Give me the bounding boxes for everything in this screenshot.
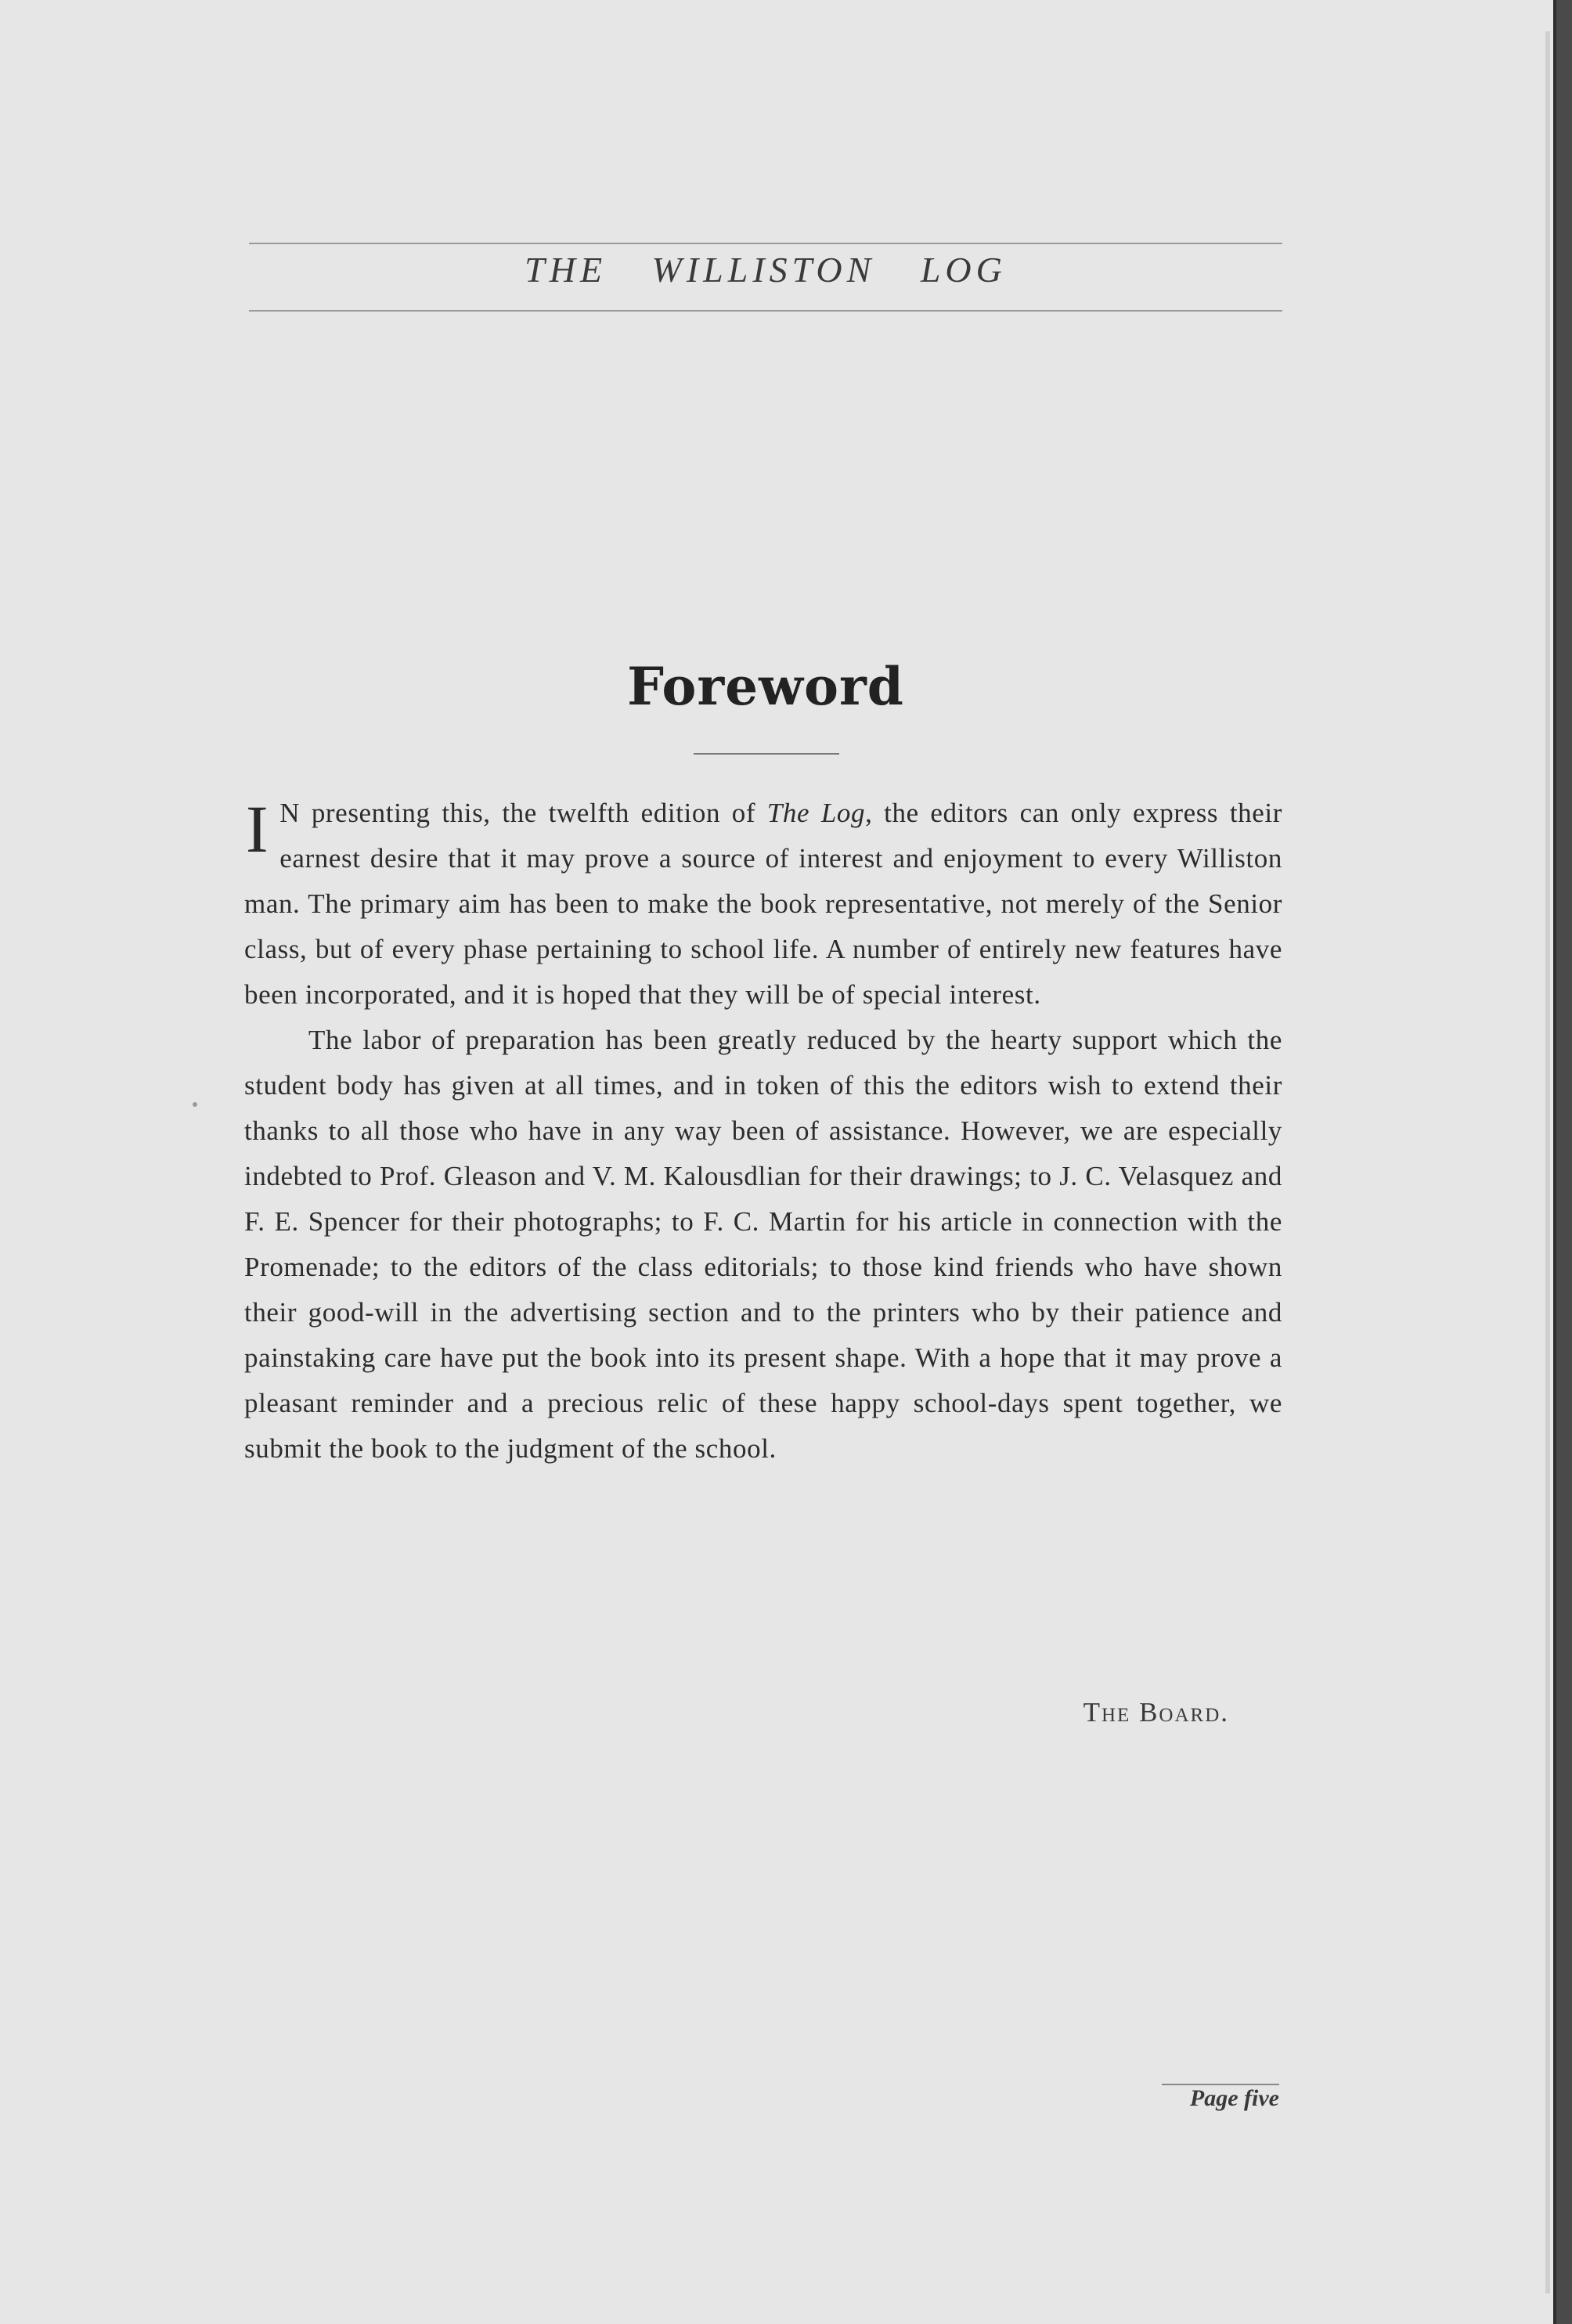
title-rule xyxy=(694,753,839,755)
header-rule-top xyxy=(249,243,1282,244)
drop-cap: I xyxy=(246,791,269,867)
page-title: Foreword xyxy=(627,656,904,717)
page-edge xyxy=(1545,31,1550,2293)
signature: The Board. xyxy=(1083,1697,1229,1728)
foreword-body xyxy=(244,791,1282,1472)
foreword-paragraph-1 xyxy=(244,791,1282,1018)
paragraph-1-text-a: N presenting this, the twelfth edition of xyxy=(279,798,767,828)
paper-speck xyxy=(193,1102,197,1107)
foreword-paragraph-2: The labor of preparation has been greatly reduced by the hearty support which the student body has given at all times, and in token of this the editors wish to extend their thanks to all those who have in any way been of assistance. However, we are especially indebted to Prof. Gleason and V. M. Kalousdlian for their drawings; to J. C. Velasquez and F. E. Spencer for their photographs; to F. C. Martin for his article in connection with the Promenade; to the editors of the class editorials; to those kind friends who have shown their good-will in the advertising section and to the printers who by their patience and painstaking care have put the book into its present shape. With a hope that it may prove a pleasant reminder and a precious relic of these happy school-days spent together, we submit the book to the judgment of the school. xyxy=(244,1025,1282,1464)
running-head: THE WILLISTON LOG xyxy=(525,250,1007,290)
paragraph-1-text-b: , the editors can only express their earnest desire that it may prove a source of interest and enjoyment to every Williston man. The primary aim has been to make the book representative, not merely of the Senior class, but of every phase pertaining to school life. A number of entirely new features have been incorporated, and it is hoped that they will be of special interest. xyxy=(244,798,1282,1010)
publication-title: The Log xyxy=(766,798,866,828)
page-number: Page five xyxy=(1189,2085,1279,2111)
header-rule-bottom xyxy=(249,310,1282,312)
